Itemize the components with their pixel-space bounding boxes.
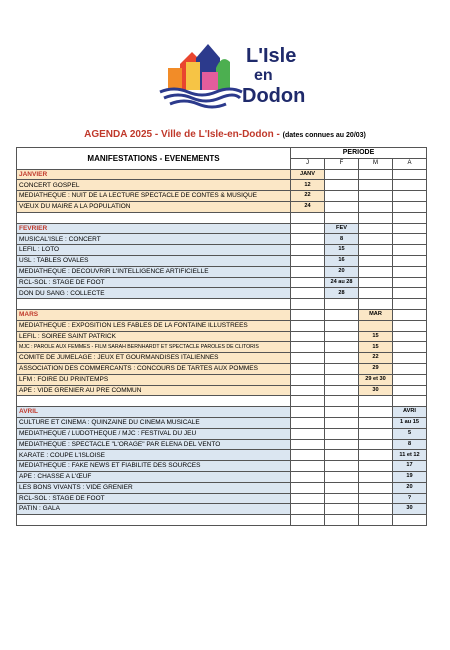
event-label: DON DU SANG : COLLECTE	[17, 288, 291, 299]
empty-cell	[325, 407, 359, 418]
empty-cell	[359, 169, 393, 180]
month-label: MARS	[17, 309, 291, 320]
event-label: MJC : PAROLE AUX FEMMES - FILM SARAH BERNHARDT ET SPECTACLE PAROLES DE CLITORIS	[17, 342, 291, 353]
month-label: AVRIL	[17, 407, 291, 418]
empty-cell	[291, 493, 325, 504]
table-row	[17, 363, 427, 374]
empty-cell	[393, 245, 427, 256]
empty-cell	[291, 331, 325, 342]
event-label: MEDIATHEQUE : FAKE NEWS ET FIABILITE DES SOURCES	[17, 461, 291, 472]
empty-cell	[359, 212, 393, 223]
table-row	[17, 353, 427, 364]
events-header: MANIFESTATIONS - EVENEMENTS	[17, 148, 291, 170]
event-label: LFM : FOIRE DU PRINTEMPS	[17, 374, 291, 385]
event-label: ASSOCIATION DES COMMERCANTS : CONCOURS DE TARTES AUX POMMES	[17, 363, 291, 374]
event-date: ?	[393, 493, 427, 504]
empty-cell	[325, 363, 359, 374]
blank-row	[17, 396, 427, 407]
empty-cell	[291, 385, 325, 396]
empty-cell	[291, 428, 325, 439]
event-label	[17, 299, 291, 310]
table-row	[17, 180, 427, 191]
table-row	[17, 234, 427, 245]
table-row	[17, 482, 427, 493]
town-logo	[150, 32, 310, 110]
empty-cell	[393, 396, 427, 407]
empty-cell	[291, 288, 325, 299]
empty-cell	[291, 515, 325, 526]
empty-cell	[291, 461, 325, 472]
event-date: 15	[325, 245, 359, 256]
empty-cell	[393, 234, 427, 245]
table-row	[17, 450, 427, 461]
empty-cell	[325, 482, 359, 493]
empty-cell	[291, 439, 325, 450]
empty-cell	[393, 266, 427, 277]
empty-cell	[359, 191, 393, 202]
event-date: 12	[291, 180, 325, 191]
event-label	[17, 212, 291, 223]
empty-cell	[359, 288, 393, 299]
event-label: CONCERT GOSPEL	[17, 180, 291, 191]
period-header: PERIODE	[291, 148, 427, 159]
empty-cell	[291, 353, 325, 364]
table-row	[17, 266, 427, 277]
empty-cell	[359, 493, 393, 504]
empty-cell	[359, 450, 393, 461]
empty-cell	[393, 191, 427, 202]
event-label: MEDIATHEQUE / LUDOTHEQUE / MJC : FESTIVAL DU JEU	[17, 428, 291, 439]
empty-cell	[393, 299, 427, 310]
month-header-j: J	[291, 158, 325, 169]
event-label: RCL-SOL : STAGE DE FOOT	[17, 277, 291, 288]
table-row	[17, 417, 427, 428]
empty-cell	[359, 439, 393, 450]
month-section-row	[17, 223, 427, 234]
event-label: RCL-SOL : STAGE DE FOOT	[17, 493, 291, 504]
event-label: APE : CHASSE A L'ŒUF	[17, 471, 291, 482]
table-row	[17, 255, 427, 266]
event-label: USL : TABLES OVALES	[17, 255, 291, 266]
empty-cell	[325, 374, 359, 385]
agenda-title-main: AGENDA 2025 - Ville de L'Isle-en-Dodon -	[84, 129, 280, 140]
empty-cell	[393, 201, 427, 212]
event-label: APE : VIDE GRENIER AU PRE COMMUN	[17, 385, 291, 396]
table-row	[17, 439, 427, 450]
event-date: 1 au 15	[393, 417, 427, 428]
table-row	[17, 374, 427, 385]
empty-cell	[359, 299, 393, 310]
empty-cell	[359, 201, 393, 212]
empty-cell	[291, 450, 325, 461]
table-header-row	[17, 148, 427, 159]
empty-cell	[359, 428, 393, 439]
event-label	[17, 515, 291, 526]
empty-cell	[291, 342, 325, 353]
event-label: LEFIL : SOIREE SAINT PATRICK	[17, 331, 291, 342]
empty-cell	[359, 234, 393, 245]
empty-cell	[393, 342, 427, 353]
logo-houses-icon	[160, 44, 242, 107]
empty-cell	[291, 471, 325, 482]
month-label: FEVRIER	[17, 223, 291, 234]
empty-cell	[359, 407, 393, 418]
event-label: KARATE : COUPE L'ISLOISE	[17, 450, 291, 461]
empty-cell	[359, 255, 393, 266]
table-row	[17, 320, 427, 331]
table-row	[17, 201, 427, 212]
table-row	[17, 461, 427, 472]
event-label: LES BONS VIVANTS : VIDE GRENIER	[17, 482, 291, 493]
empty-cell	[325, 169, 359, 180]
table-row	[17, 471, 427, 482]
blank-row	[17, 299, 427, 310]
table-row	[17, 385, 427, 396]
agenda-title-note: (dates connues au 20/03)	[282, 132, 366, 139]
event-date: 24	[291, 201, 325, 212]
empty-cell	[325, 385, 359, 396]
empty-cell	[325, 515, 359, 526]
empty-cell	[359, 396, 393, 407]
empty-cell	[325, 191, 359, 202]
empty-cell	[325, 439, 359, 450]
event-label: MEDIATHEQUE : SPECTACLE "L'ORAGE" PAR ELENA DEL VENTO	[17, 439, 291, 450]
empty-cell	[325, 353, 359, 364]
event-date: 16	[325, 255, 359, 266]
agenda-table	[16, 147, 427, 526]
empty-cell	[325, 428, 359, 439]
month-section-row	[17, 407, 427, 418]
table-row	[17, 504, 427, 515]
empty-cell	[393, 255, 427, 266]
event-date: 20	[325, 266, 359, 277]
empty-cell	[291, 255, 325, 266]
table-row	[17, 493, 427, 504]
empty-cell	[291, 320, 325, 331]
table-row	[17, 288, 427, 299]
empty-cell	[393, 320, 427, 331]
event-label: COMITE DE JUMELAGE : JEUX ET GOURMANDISES ITALIENNES	[17, 353, 291, 364]
empty-cell	[359, 471, 393, 482]
empty-cell	[359, 266, 393, 277]
logo-text-line1: L'Isle	[246, 45, 297, 67]
empty-cell	[291, 212, 325, 223]
empty-cell	[325, 201, 359, 212]
table-row	[17, 191, 427, 202]
table-row	[17, 277, 427, 288]
event-date: 17	[393, 461, 427, 472]
table-row	[17, 245, 427, 256]
empty-cell	[325, 461, 359, 472]
empty-cell	[291, 482, 325, 493]
empty-cell	[359, 245, 393, 256]
event-label: CULTURE ET CINEMA : QUINZAINE DU CINEMA MUSICALE	[17, 417, 291, 428]
event-label: MEDIATHEQUE : NUIT DE LA LECTURE SPECTACLE DE CONTES & MUSIQUE	[17, 191, 291, 202]
agenda-title	[0, 129, 450, 140]
event-date: 29 et 30	[359, 374, 393, 385]
event-date: MAR	[359, 309, 393, 320]
empty-cell	[325, 299, 359, 310]
event-date: 8	[325, 234, 359, 245]
empty-cell	[325, 417, 359, 428]
empty-cell	[291, 363, 325, 374]
empty-cell	[291, 407, 325, 418]
empty-cell	[359, 504, 393, 515]
month-header-a: A	[393, 158, 427, 169]
empty-cell	[325, 396, 359, 407]
event-label: MEDIATHEQUE : EXPOSITION LES FABLES DE LA FONTAINE ILLUSTREES	[17, 320, 291, 331]
empty-cell	[359, 180, 393, 191]
event-date: 20	[393, 482, 427, 493]
empty-cell	[393, 363, 427, 374]
logo-text-line3: Dodon	[242, 85, 306, 107]
empty-cell	[359, 223, 393, 234]
event-date: 11 et 12	[393, 450, 427, 461]
empty-cell	[291, 223, 325, 234]
empty-cell	[291, 309, 325, 320]
empty-cell	[291, 245, 325, 256]
empty-cell	[359, 515, 393, 526]
empty-cell	[393, 331, 427, 342]
event-date: 5	[393, 428, 427, 439]
empty-cell	[291, 504, 325, 515]
event-date: 15	[359, 342, 393, 353]
empty-cell	[325, 320, 359, 331]
empty-cell	[291, 417, 325, 428]
empty-cell	[325, 212, 359, 223]
month-section-row	[17, 309, 427, 320]
empty-cell	[393, 288, 427, 299]
event-label: MEDIATHEQUE : DECOUVRIR L'INTELLIGENCE ARTIFICIELLE	[17, 266, 291, 277]
event-date: 8	[393, 439, 427, 450]
empty-cell	[393, 353, 427, 364]
empty-cell	[325, 342, 359, 353]
event-date: 29	[359, 363, 393, 374]
event-date: 30	[359, 385, 393, 396]
event-date: 30	[393, 504, 427, 515]
empty-cell	[291, 396, 325, 407]
empty-cell	[291, 277, 325, 288]
empty-cell	[393, 515, 427, 526]
event-date: AVRI	[393, 407, 427, 418]
event-date: JANV	[291, 169, 325, 180]
empty-cell	[393, 180, 427, 191]
empty-cell	[359, 277, 393, 288]
table-row	[17, 331, 427, 342]
empty-cell	[291, 234, 325, 245]
event-date: 28	[325, 288, 359, 299]
event-date	[359, 320, 393, 331]
event-date: 24 au 28	[325, 277, 359, 288]
empty-cell	[393, 309, 427, 320]
event-date: 22	[291, 191, 325, 202]
empty-cell	[325, 180, 359, 191]
table-row	[17, 342, 427, 353]
blank-row	[17, 212, 427, 223]
empty-cell	[393, 385, 427, 396]
blank-row	[17, 515, 427, 526]
month-header-f: F	[325, 158, 359, 169]
month-header-m: M	[359, 158, 393, 169]
empty-cell	[359, 417, 393, 428]
empty-cell	[325, 493, 359, 504]
table-row	[17, 428, 427, 439]
event-label	[17, 396, 291, 407]
month-section-row	[17, 169, 427, 180]
event-date: 22	[359, 353, 393, 364]
empty-cell	[291, 266, 325, 277]
event-label: PATIN : GALA	[17, 504, 291, 515]
event-date: 19	[393, 471, 427, 482]
empty-cell	[325, 471, 359, 482]
empty-cell	[393, 223, 427, 234]
empty-cell	[325, 504, 359, 515]
empty-cell	[393, 277, 427, 288]
empty-cell	[359, 482, 393, 493]
logo-text-line2: en	[254, 67, 273, 84]
empty-cell	[393, 169, 427, 180]
empty-cell	[325, 309, 359, 320]
event-label: VŒUX DU MAIRE A LA POPULATION	[17, 201, 291, 212]
empty-cell	[325, 331, 359, 342]
empty-cell	[291, 374, 325, 385]
event-date: 15	[359, 331, 393, 342]
event-label: MUSICAL'ISLE : CONCERT	[17, 234, 291, 245]
empty-cell	[393, 374, 427, 385]
empty-cell	[359, 461, 393, 472]
empty-cell	[291, 299, 325, 310]
empty-cell	[393, 212, 427, 223]
event-date: FEV	[325, 223, 359, 234]
event-label: LEFIL : LOTO	[17, 245, 291, 256]
empty-cell	[325, 450, 359, 461]
month-label: JANVIER	[17, 169, 291, 180]
